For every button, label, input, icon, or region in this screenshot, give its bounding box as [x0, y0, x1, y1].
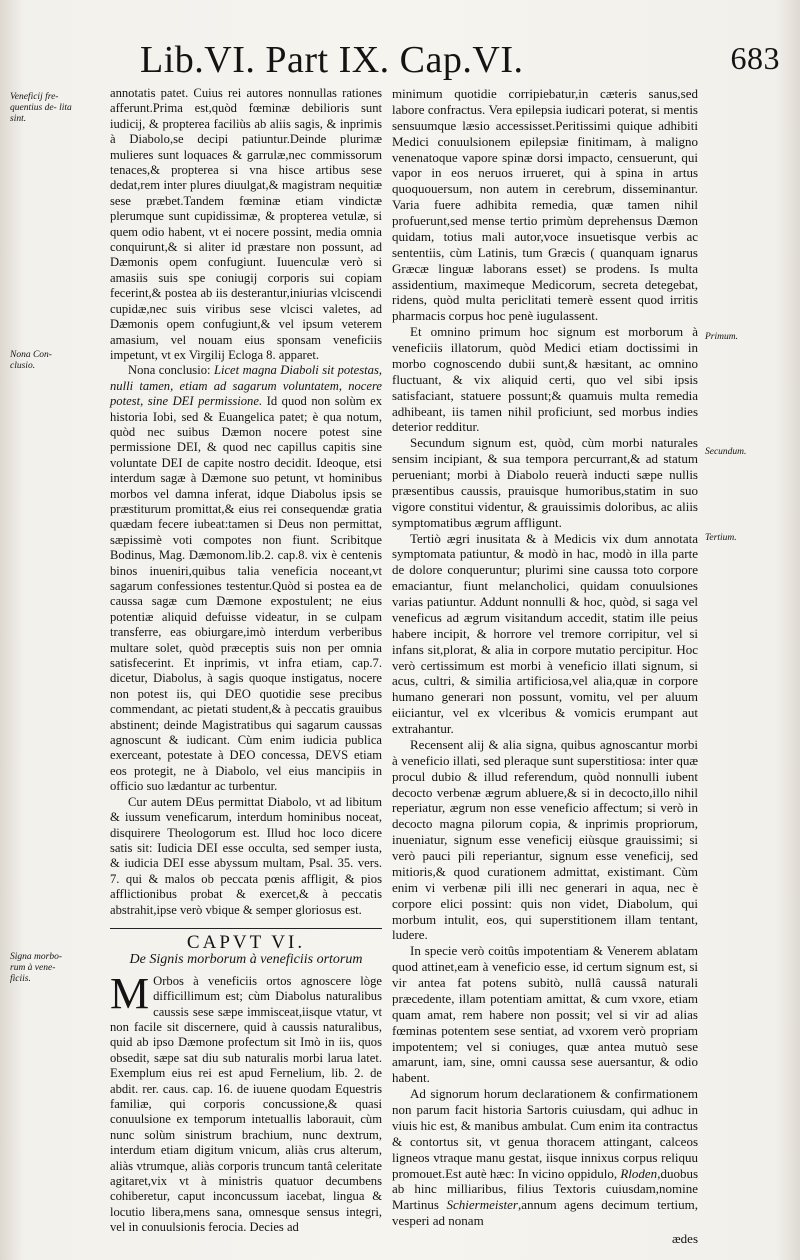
place-name: Rloden: [620, 1165, 658, 1181]
paragraph-text: Ad signorum horum declarationem & confirmationem non parum facit historia Sartoris cuiusdam, qui adhuc in viuis hic est, & manibus ambulat. Cum enim ita contractus & contortus sit, vt genua thoracem attingant, calceos ligneos vtraque manu gestat, iisque innixus corpus reliquu promouet.Est autè hæc: In vicino oppidulo,: [392, 1086, 698, 1181]
chapter-title: CAPVT VI.: [186, 931, 306, 953]
paragraph-tertium: Tertiò ægri inusitata & à Medicis vix dum annotata symptomata patiuntur, & modò in hac, modò in illa parte de dolore conqueruntur; plurimi sine caussa toto corpore emaciantur, fiunt melancholici, quidam conuulsiones varias patiuntur. Addunt nonnulli & hoc, quòd, si saga vel veneficus ad ægrum visitandum accedit, statim ille peius habere incipit, & horrore vel tremore corripitur, vel si infans sit,plorat, & alia in corpore mutatio percipitur. Hoc verò certissimum est morbi à veneficio illati signum, si acus, cultri, & similia artificiosa,vel alia,quæ in corpore humano generari non possunt, vomitu, vel per aluum eiiciantur, vel ex vlceribus & vomicis erumpant aut extrahantur.: [392, 530, 698, 736]
catchword: ædes: [672, 1231, 698, 1246]
margin-note-right-3: Tertium.: [705, 533, 737, 543]
running-header: [140, 38, 780, 82]
paragraph-text: Orbos à veneficiis ortos agnoscere lòge difficillimum est; cùm Diabolus naturalibus caussis sese sæpe immisceat,iisque vtatur, vt non facile sit discernere, quid à caussis naturalibus, quid ab ipso Dæmone profectum sit Imò in iis, quos obsedit, sæpe sat diu sub naturalis morbi larua latet. Exemplum eius rei est apud Fernelium, lib. 2. de abdit. rer. caus. cap. 16. de iuuene quodam Equestris familiæ, qui corporis concussione,& quasi conuulsione ex temporum intetuallis laborauit, cùm nunc solùm sinistrum brachium, nunc dextrum, interdum etiam digitum vnicum, aliàs crus alterum, aliàs vtrumque, aliàs corporis truncum tantâ celeritate agitaret,vix vt à ministris quatuor decumbens cohiberetur, caput inconcussum iacebat, lingua & locutio libera,mens sana, omnesque sensus integri, vel in conuulsionis ferocia. Decies ad: [110, 973, 382, 1235]
paragraph: In specie verò coitûs impotentiam & Venerem ablatam quod attinet,eam à veneficio esse, id certum signum est, si vir antea fat potens subitò, nullâ caussâ naturali præcedente, illam potentiam amittat, & cum vxore, etiam quam amat, rem habere non possit; vel si vir ad alias fœminas potentem sese sentiat, ad vxorem verò propriam impotentem; vel si coniuges, quæ antea mutuò sese amarunt, iam, sine, omni caussa sese auersantur, & odio habent.: [392, 943, 698, 1086]
paragraph: Recensent alij & alia signa, quibus agnoscantur morbi à veneficio illati, sed pleraque sunt superstitiosa: inter quæ procul dubio & illud referendum, quòd nonnulli iubent decocto verbenæ ægrum abluere,& si in decocto,illo nihil reperiatur, ægrum non esse veneficio affectum; si verò in decocto magna pilorum copia, & inprimis propriorum, inueniatur, signum esse veneficij eiùsque grauissimi; si verò pauci pili reperiantur, signum esse veneficij, sed mitioris,& quod curationem admittat, existimant. Cùm enim vi verbenæ pili illi nec generari in aqua, nec è corpore elici possint: quis non videt, Diabolum, qui morbum intulit, eos, qui superstitionem illam tentant, ludere.: [392, 736, 698, 943]
drop-cap: M: [110, 968, 150, 1018]
header-title: Lib.VI. Part IX. Cap.VI.: [140, 39, 524, 81]
paragraph-text: ,annum agens decimum tertium, vesperi ad nonam: [392, 1197, 698, 1229]
paragraph-primum: Et omnino primum hoc signum est morborum à veneficiis illatorum, quòd Medici etiam doctissimi in morbo cognoscendo dubii sunt,& hæsitant, ac omnino fluctuant, & vix aliquid certi, quo vel sibi ipsis satisfaciant, statuere possunt;& quamuis multa remedia adhibeant, iis tamen nihil proficiunt, sed morbus indies deterior redditur.: [392, 324, 698, 435]
margin-note-right-1: Primum.: [705, 332, 738, 342]
text-column-left: [110, 86, 382, 1236]
chapter-rule: [110, 928, 382, 929]
paragraph: minimum quotidie corripiebatur,in cæteris sanus,sed labore confractus. Vera epilepsia iudicari poterat, si mentis sensuumque læsio accessisset.Peritissimi quique adhibiti Medici conuulsionem epilepsiæ finitimam, à maligno venenatoque vapore spinæ dorsi impacto, censuerunt, qui vapor in eos neruos irrueret, qui à spina in artus quoquouersum, non autem in cerebrum, disseminantur. Varia fuere adhibita remedia, quæ tamen nihil profuerunt,sed mense tertio primùm deprehensus Dæmon quidam, totius mali autor,voce insuetisque verbis ac sententiis, cùm Latinis, tum Græcis ( quanquam ignarus Græcæ linguæ laborans esset) se prodens. Is multa assidentium, maximeque Medicorum, secreta detegebat, ridens, quòd multa periclitati temerè essent quod irritis pharmacis corpus hoc penè iugulassent.: [392, 86, 698, 324]
page-number: 683: [730, 40, 780, 76]
person-name: Schiermeister: [446, 1197, 518, 1213]
conclusion-statement: Licet magna Diaboli sit potestas, nulli tamen, etiam ad sagarum voluntatem, nocere potest, sine DEI permissione.: [110, 363, 382, 409]
margin-note-right-2: Secundum.: [705, 447, 747, 457]
conclusion-lead: Nona conclusio:: [128, 363, 214, 378]
paragraph-historia: [392, 1086, 698, 1229]
margin-note-left-1: Veneficij fre- quentius de- lita sint.: [10, 92, 72, 124]
conclusion-text: Id quod non solùm ex historia Iobi, sed & Euangelica patet; è qua notum, quòd nec suibus Dæmon nocere potest sine permissione DEI, & quod nec capillus capitis sine voluntate DEI de capite nostro decidit. Ideoque, etsi interdum sagæ à Dæmone suo petunt, vt hominibus morbos vel damna inferat, idque Diabolus ipsis se præstiturum promittat,& eius rei consequendæ gratia quædam fecere iubeat:tamen si Deus non permittat, sæpissimè voti compotes non fiunt. Scribitque Bodinus, Mag. Dæmonom.lib.2. cap.8. vix è centenis binos inueniri,quibus talia veneficia noceant,vt sagarum confessiones testentur.Quòd si postea ea de caussa sagæ cum Dæmone expostulent; ne eius potentiæ aliquid defuisse videatur, in se culpam transferre, eas obiurgare,imò interdum verberibus multare solet, quòd præceptis suis non per omnia satisfecerint. Et inprimis, vt infra etiam, cap.7. dicetur, Diabolus, à sagis quoque instigatus, nocere non potest iis, qui DEO quotidie sese precibus commendant, ac pietati student,& à peccatis grauibus abstinent; deinde Magistratibus qui sagarum caussas agnoscunt & iudicant. Cùm enim iudicia publica exerceant, potestate à DEO concessa, DEVS etiam eos protegit, ne à Diabolo, vel eius mancipiis in officio suo lædantur ac turbentur.: [110, 394, 382, 794]
paragraph-text: ,duobus ab hinc milliaribus, filius Textoris cuiusdam,nomine Martinus: [392, 1165, 698, 1213]
margin-note-left-3: Signa morbo- rum à vene- ficiis.: [10, 952, 62, 984]
paragraph: Cur autem DEus permittat Diabolo, vt ad libitum & iussum veneficarum, interdum hominibus noceat, disquirere Theologorum est. Illud hoc loco dicere satis sit: Iudicia DEI esse occulta, sed semper iusta, & iudicia DEI esse abyssum multam, Psal. 35. vers. 7. qui & malos ob peccata pœnis affligit, & pios afflictionibus probat & exercet,& à peccatis abstrahit,ipse verò vbique & semper gloriosus est.: [110, 794, 382, 917]
paragraph-nona-conclusio: [110, 363, 382, 794]
paragraph: annotatis patet. Cuius rei autores nonnullas rationes afferunt.Prima est,quòd fœminæ debilioris sunt iudicij, & propterea faciliùs ab aliis sagis, & inprimis à Diabolo,se decipi patiuntur.Deinde plurimæ mulieres sunt loquaces & garrulæ,nec commissorum tenaces,& propterea si vna hisce artibus sese dedat,rem inter plures diuulgat,& magistram nequitiæ sese præbet.Tandem fœminæ etiam vindictæ plerumque sunt cupidissimæ, & propterea vetulæ, si quem odio habent, vt ei nocere possint, media omnia conquirunt,& si aliter id præstare non possunt, ad Dæmonis opem confugiunt. Iuuenculæ verò si amasiis suis spe coniugij corporis sui copiam fecerint,& postea ab iis desterantur,iniurias vlciscendi cupidæ,nec suis viribus sese vlcisci valetes, ad Dæmonis opem confugiunt,& vel ipsum veterem amasium, vel nouam eius sponsam veneficiis impetunt, vt ex Virgilij Ecloga 8. apparet.: [110, 86, 382, 362]
paragraph-secundum: Secundum signum est, quòd, cùm morbi naturales sensim incipiant, & sua tempora percurrant,& ad statum perueniant; morbi à Diabolo reuerà inducti sæpe nullis præsentibus caussis, prauisque humoribus,statim in suo vigore constitui videntur, & grauissimis doloribus, ac aliis symptomatibus ægrum affligunt.: [392, 435, 698, 530]
chapter-opening-paragraph: [110, 968, 382, 1236]
chapter-subtitle: De Signis morborum à veneficiis ortorum: [129, 952, 363, 968]
text-column-right: [392, 86, 698, 1247]
margin-note-left-2: Nona Con- clusio.: [10, 350, 52, 371]
